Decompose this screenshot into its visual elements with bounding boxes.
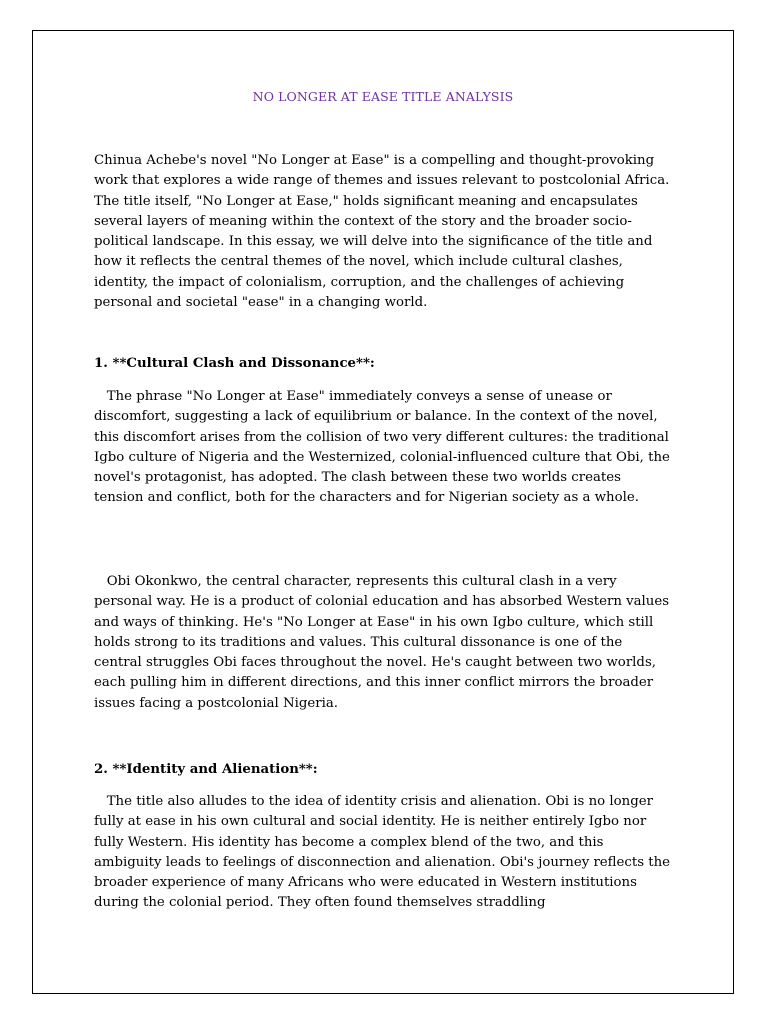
section-heading-identity: 2. **Identity and Alienation**: — [94, 762, 318, 777]
document-title: NO LONGER AT EASE TITLE ANALYSIS — [252, 89, 514, 104]
section-paragraph: The phrase "No Longer at Ease" immediately conveys a sense of unease or discomfort, suggesting a lack of equilibrium or balance. In the context of the novel, this discomfort arises from the collision of two very different cultures: the traditional Igbo culture of Nigeria and the Westernized, colonial-influenced culture that Obi, the novel's protagonist, has adopted. The clash between these two worlds creates tension and conflict, both for the characters and for Nigerian society as a whole. — [94, 389, 675, 506]
intro-paragraph: Chinua Achebe's novel "No Longer at Ease" is a compelling and thought-provoking work that explores a wide range of themes and issues relevant to postcolonial Africa. The title itself, "No Longer at Ease," holds significant meaning and encapsulates several layers of meaning within the context of the story and the broader socio-political landscape. In this essay, we will delve into the significance of the title and how it reflects the central themes of the novel, which include cultural clashes, identity, the impact of colonialism, corruption, and the challenges of achieving personal and societal "ease" in a changing world. — [94, 153, 674, 311]
section-paragraph: The title also alludes to the idea of identity crisis and alienation. Obi is no longer fully at ease in his own cultural and social identity. He is neither entirely Igbo nor fully Western. His identity has become a complex blend of the two, and this ambiguity leads to feelings of disconnection and alienation. Obi's journey reflects the broader experience of many Africans who were educated in Western institutions during the colonial period. They often found themselves straddling — [94, 794, 675, 911]
section-heading-cultural-clash: 1. **Cultural Clash and Dissonance**: — [94, 356, 375, 371]
section-paragraph: Obi Okonkwo, the central character, represents this cultural clash in a very personal way. He is a product of colonial education and has absorbed Western values and ways of thinking. He's "No Longer at Ease" in his own Igbo culture, which still holds strong to its traditions and values. This cultural dissonance is one of the central struggles Obi faces throughout the novel. He's caught between two worlds, each pulling him in different directions, and this inner conflict mirrors the broader issues facing a postcolonial Nigeria. — [94, 574, 674, 711]
document-page — [32, 30, 734, 994]
